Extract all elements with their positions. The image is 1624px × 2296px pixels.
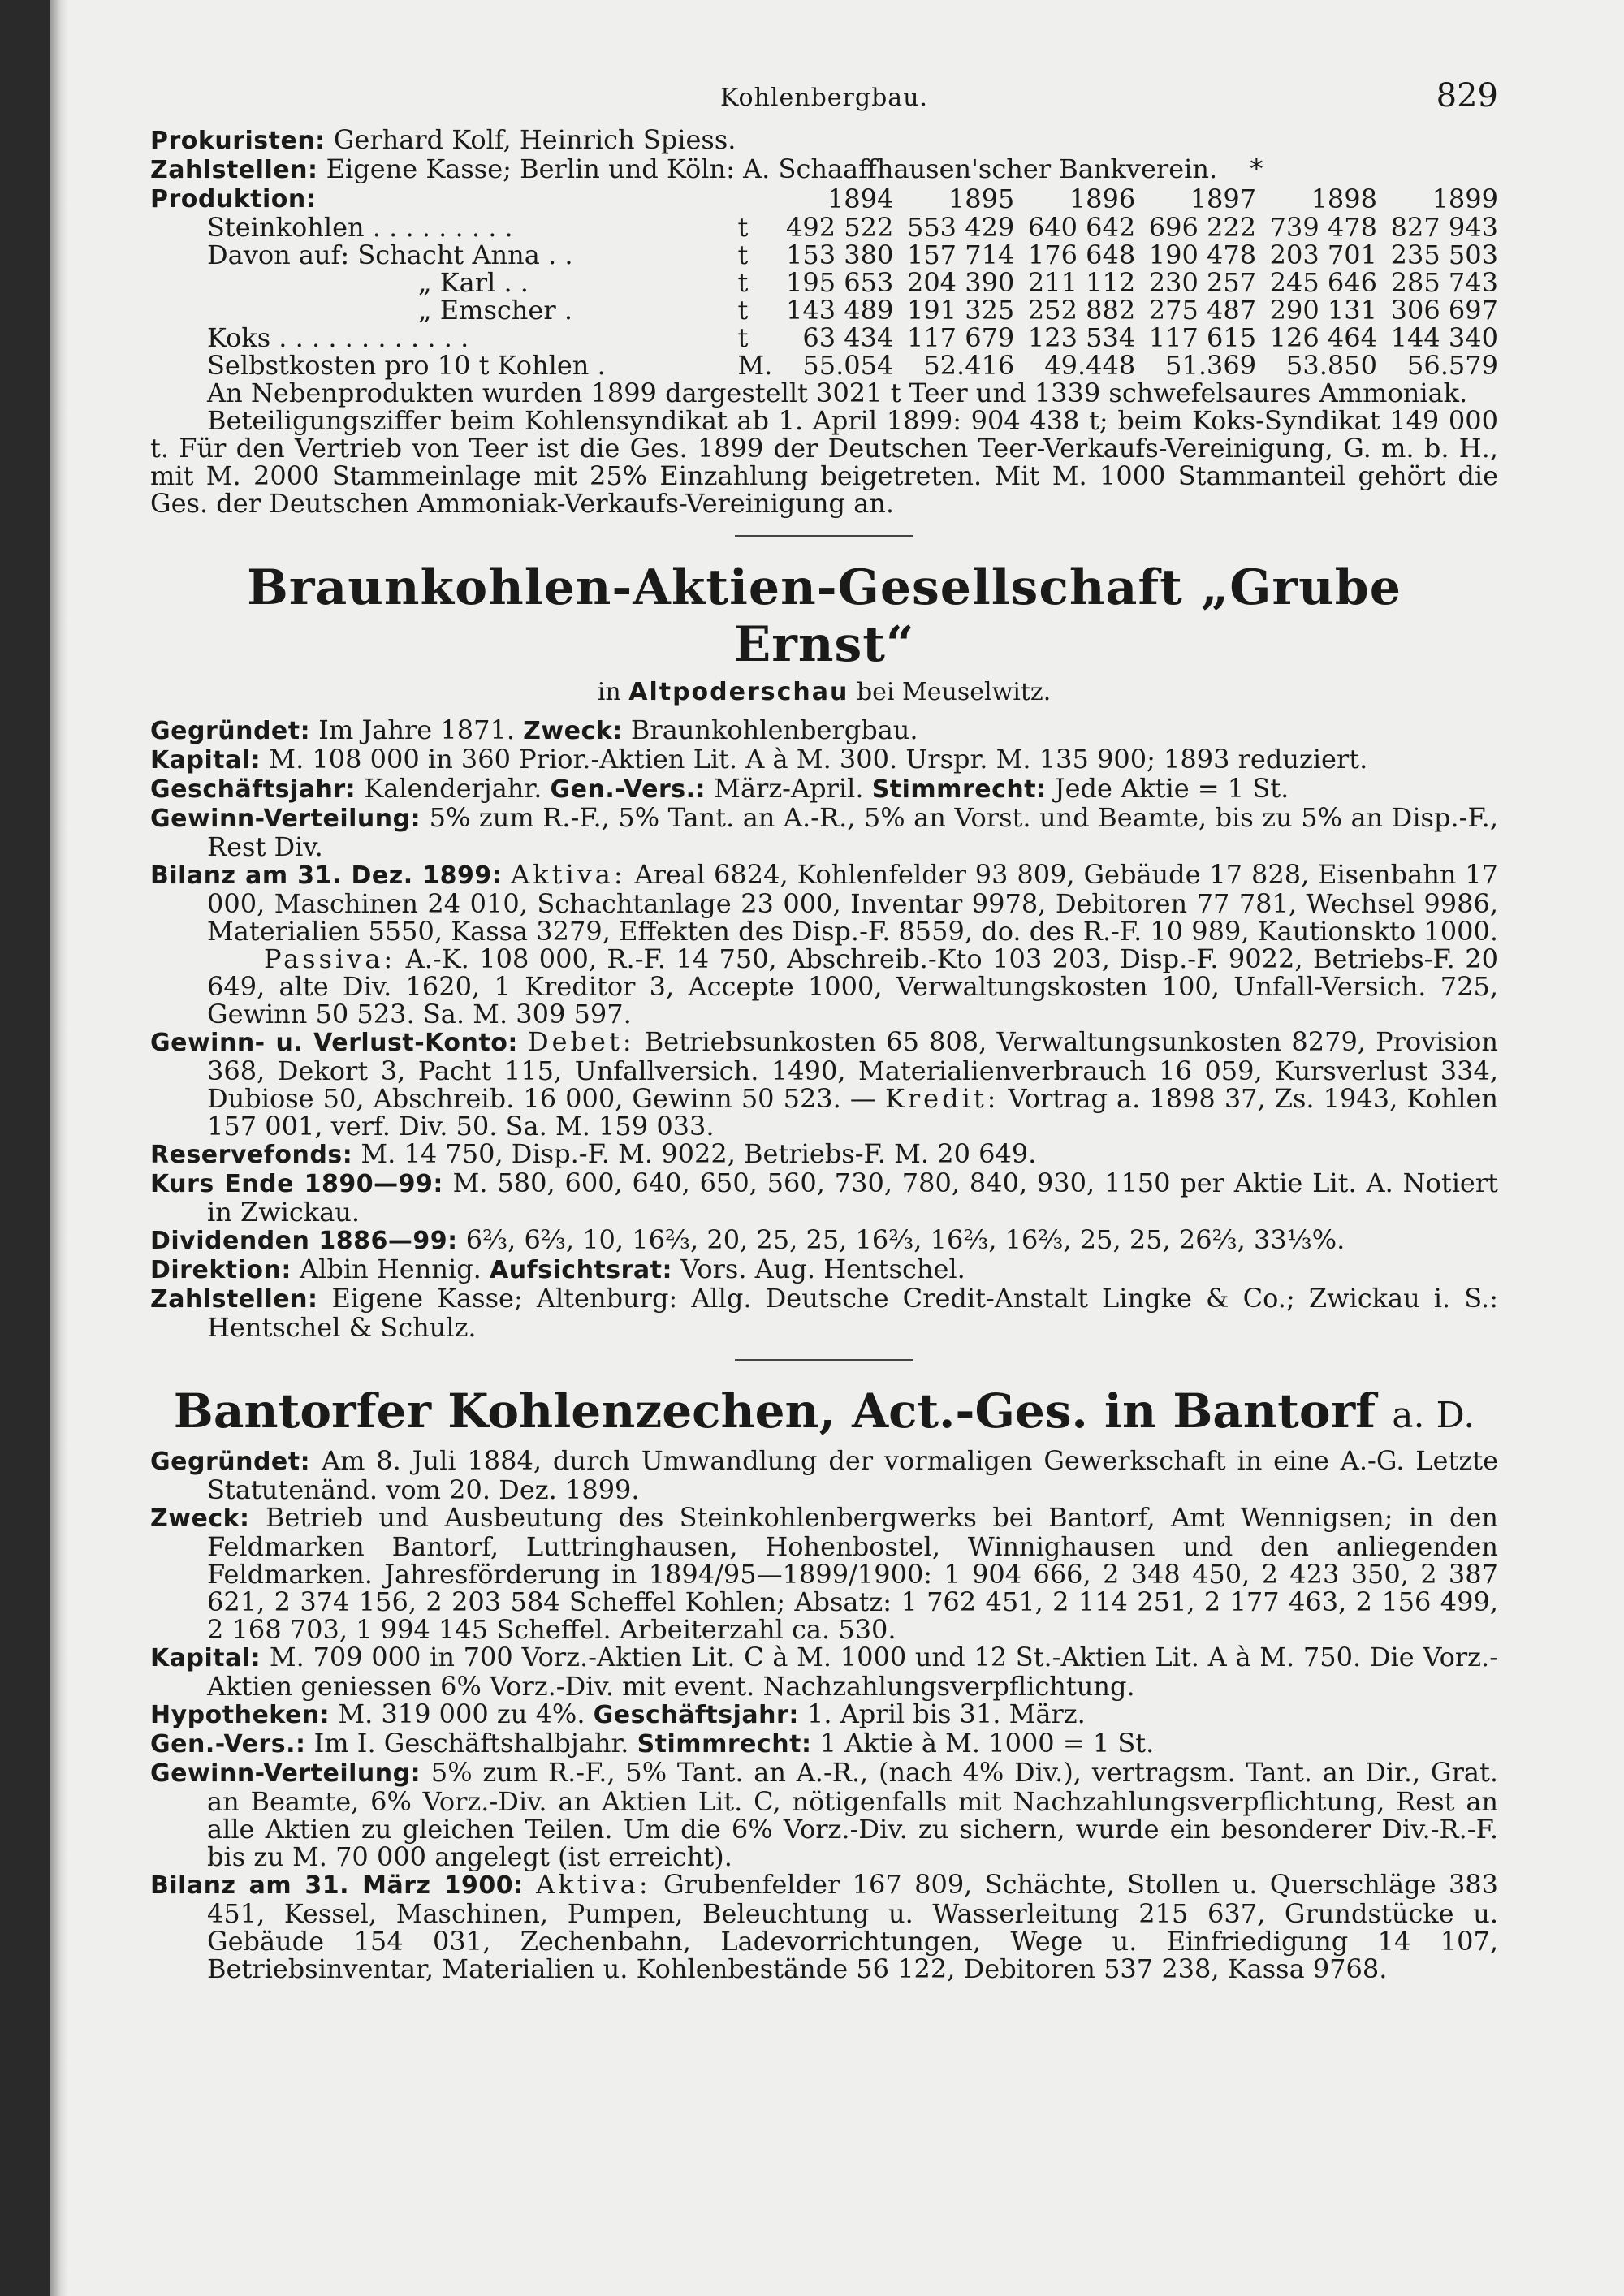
row-unit: t <box>737 267 749 298</box>
table-row <box>150 324 1498 352</box>
year-header: 1894 <box>827 183 894 214</box>
kredit-label: Kredit: <box>884 1083 1000 1114</box>
location-prefix: in <box>597 678 621 706</box>
direktion-entry <box>150 1255 1498 1284</box>
cell: 275 487 <box>1148 295 1257 326</box>
genvers-text: März-April. <box>714 773 864 804</box>
cell: 190 478 <box>1148 240 1257 270</box>
section-divider <box>735 535 914 537</box>
guv-entry <box>150 1028 1498 1140</box>
table-row <box>150 296 1498 324</box>
geschaeftsjahr-label: Geschäftsjahr: <box>593 1701 799 1729</box>
cell: 553 429 <box>906 212 1015 243</box>
row-unit: t <box>737 322 749 353</box>
stimmrecht-label: Stimmrecht: <box>637 1730 812 1759</box>
passiva-label: Passiva: <box>264 943 396 974</box>
gewinnverteilung-entry <box>150 804 1498 861</box>
cell: 195 653 <box>786 267 894 298</box>
genvers-entry <box>150 1729 1498 1759</box>
cell: 55.054 <box>802 350 894 381</box>
bilanz-label: Bilanz am 31. Dez. 1899: <box>150 861 503 890</box>
row-label: Steinkohlen . . . . . . . . . <box>207 212 513 243</box>
location-name: Altpoderschau <box>628 678 849 706</box>
kurs-text: M. 580, 600, 640, 650, 560, 730, 780, 840, 930, 1150 per Aktie Lit. A. Notiert in Zwickau. <box>207 1167 1499 1228</box>
year-header: 1899 <box>1432 183 1498 214</box>
aktiva-label: Aktiva: <box>536 1869 651 1900</box>
geschaeftsjahr-text: Kalenderjahr. <box>364 773 542 804</box>
direktion-label: Direktion: <box>150 1256 292 1284</box>
prokuristen-text: Gerhard Kolf, Heinrich Spiess. <box>333 124 736 155</box>
zahlstellen-entry <box>150 1284 1498 1341</box>
debet-label: Debet: <box>527 1026 635 1057</box>
row-label: „ Karl . . <box>418 267 529 298</box>
row-label: „ Emscher . <box>418 295 572 326</box>
zahlstellen-text: Eigene Kasse; Berlin und Köln: A. Schaaffhausen'scher Bankverein. <box>326 153 1218 184</box>
genvers-label: Gen.-Vers.: <box>550 775 706 804</box>
cell: 492 522 <box>786 212 894 243</box>
cell: 739 478 <box>1269 212 1377 243</box>
aktiva-text: Grubenfelder 167 809, Schächte, Stollen u. Querschläge 383 451, Kessel, Maschinen, Pumpen, Beleuchtung u. Wasserleitung 215 637, Grundstücke u. Gebäude 154 031, Zechenbahn, Ladevorrichtungen, Wege u. Einfriedigung 14 107, Betriebsinventar, Materialien u. Kohlenbestände 56 122, Debitoren 537 238, Kassa 9768. <box>207 1869 1499 1984</box>
dividenden-label: Dividenden 1886—99: <box>150 1227 458 1255</box>
zahlstellen-label: Zahlstellen: <box>150 156 318 184</box>
cell: 640 642 <box>1027 212 1136 243</box>
hypotheken-text: M. 319 000 zu 4%. <box>338 1698 585 1729</box>
genvers-label: Gen.-Vers.: <box>150 1730 306 1759</box>
geschaeftsjahr-entry <box>150 775 1498 804</box>
cell: 696 222 <box>1148 212 1257 243</box>
cell: 285 743 <box>1390 267 1498 298</box>
section-divider <box>735 1359 914 1361</box>
genvers-text: Im I. Geschäftshalbjahr. <box>313 1728 629 1759</box>
direktion-text: Albin Hennig. <box>300 1254 482 1284</box>
reservefonds-entry <box>150 1140 1498 1169</box>
footnote-mark: * <box>1250 153 1263 184</box>
cell: 827 943 <box>1390 212 1498 243</box>
zweck-label: Zweck: <box>523 717 623 745</box>
stimmrecht-label: Stimmrecht: <box>871 775 1047 804</box>
gegruendet-entry <box>150 716 1498 745</box>
running-title: Kohlenbergbau. <box>719 84 929 112</box>
zahlstellen-entry <box>150 155 1498 184</box>
cell: 230 257 <box>1148 267 1257 298</box>
cell: 63 434 <box>802 322 894 353</box>
stimmrecht-text: Jede Aktie = 1 St. <box>1054 773 1289 804</box>
cell: 117 679 <box>906 322 1015 353</box>
cell: 144 340 <box>1390 322 1498 353</box>
stimmrecht-text: 1 Aktie à M. 1000 = 1 St. <box>819 1728 1155 1759</box>
bilanz-entry <box>150 1871 1498 1983</box>
table-row <box>150 214 1498 241</box>
year-header: 1898 <box>1311 183 1377 214</box>
produktion-label: Produktion: <box>150 185 317 214</box>
passiva-entry <box>150 945 1498 1028</box>
cell: 211 112 <box>1027 267 1136 298</box>
page-number: 829 <box>1436 77 1498 114</box>
row-unit: t <box>737 212 749 243</box>
gegruendet-label: Gegründet: <box>150 1448 311 1476</box>
company-title: Braunkohlen-Aktien-Gesellschaft „Grube Ernst“ <box>247 559 1402 673</box>
table-row <box>150 352 1498 379</box>
cell: 157 714 <box>906 240 1015 270</box>
cell: 153 380 <box>786 240 894 270</box>
kapital-label: Kapital: <box>150 1644 261 1672</box>
cell: 53.850 <box>1286 350 1377 381</box>
zweck-label: Zweck: <box>150 1504 250 1533</box>
hypotheken-label: Hypotheken: <box>150 1701 330 1729</box>
year-header: 1897 <box>1190 183 1257 214</box>
kurs-label: Kurs Ende 1890—99: <box>150 1170 443 1198</box>
kapital-entry <box>150 1643 1498 1700</box>
aufsichtsrat-text: Vors. Aug. Hentschel. <box>680 1254 965 1284</box>
year-header: 1895 <box>948 183 1015 214</box>
geschaeftsjahr-text: 1. April bis 31. März. <box>806 1698 1086 1729</box>
table-row <box>150 269 1498 296</box>
zweck-text: Betrieb und Ausbeutung des Steinkohlenbergwerks bei Bantorf, Amt Wennigsen; in den Feldmarken Bantorf, Luttringhausen, Hohenbostel, Winnighausen und den anliegenden Feldmarken. Jahresförderung in 1894/95—1899/1900: 1 904 666, 2 348 450, 2 423 350, 2 387 621, 2 374 156, 2 203 584 Scheffel Kohlen; Absatz: 1 762 451, 2 114 251, 2 177 463, 2 156 499, 2 168 703, 1 994 145 Scheffel. Arbeiterzahl ca. 530. <box>207 1502 1499 1645</box>
row-unit: t <box>737 240 749 270</box>
reservefonds-text: M. 14 750, Disp.-F. M. 9022, Betriebs-F. M. 20 649. <box>361 1138 1037 1169</box>
page-gutter-shadow <box>50 0 68 2296</box>
row-label: Selbstkosten pro 10 t Kohlen . <box>207 350 606 381</box>
row-unit: M. <box>737 350 773 381</box>
cell: 176 648 <box>1027 240 1136 270</box>
document-page <box>150 77 1498 1983</box>
nebenprodukte-paragraph: An Nebenprodukten wurden 1899 dargestellt 3021 t Teer und 1339 schwefelsaures Ammoniak. <box>207 378 1468 408</box>
cell: 203 701 <box>1269 240 1377 270</box>
hypotheken-entry <box>150 1700 1498 1729</box>
gegruendet-label: Gegründet: <box>150 717 311 745</box>
row-label: Koks . . . . . . . . . . . . <box>207 322 469 353</box>
gegruendet-text: Im Jahre 1871. <box>318 714 515 745</box>
cell: 52.416 <box>923 350 1015 381</box>
reservefonds-label: Reservefonds: <box>150 1141 353 1169</box>
gewinnverteilung-text: 5% zum R.-F., 5% Tant. an A.-R., (nach 4% Div.), vertragsm. Tant. an Dir., Grat. an Beamte, 6% Vorz.-Div. an Aktien Lit. C, nötigenfalls mit Nachzahlungsverpflichtung, Rest an alle Aktien zu gleichen Teilen. Um die 6% Vorz.-Div. zu sichern, wurde ein besonderer Div.-R.-F. bis zu M. 70 000 angelegt (ist erreicht). <box>207 1757 1499 1872</box>
cell: 235 503 <box>1390 240 1498 270</box>
kredit-text: Vortrag a. 1898 37, Zs. 1943, Kohlen 157 001, verf. Div. 50. Sa. M. 159 033. <box>207 1083 1499 1142</box>
company-title <box>150 1383 1498 1439</box>
zahlstellen-label: Zahlstellen: <box>150 1285 318 1314</box>
aufsichtsrat-label: Aufsichtsrat: <box>490 1256 672 1284</box>
book-binding <box>0 0 50 2296</box>
row-label: Davon auf: Schacht Anna . . <box>207 240 573 270</box>
gewinnverteilung-entry <box>150 1759 1498 1871</box>
gegruendet-entry <box>150 1447 1498 1504</box>
table-row <box>150 241 1498 269</box>
production-table <box>150 184 1498 379</box>
gewinnverteilung-label: Gewinn-Verteilung: <box>150 805 421 833</box>
location-suffix: bei Meuselwitz. <box>856 678 1052 706</box>
cell: 290 131 <box>1269 295 1377 326</box>
bilanz-entry <box>150 861 1498 945</box>
company-title-suffix: a. D. <box>1392 1395 1475 1436</box>
prokuristen-entry <box>150 126 1498 155</box>
kapital-entry <box>150 745 1498 775</box>
beteiligung-paragraph: Beteiligungsziffer beim Kohlensyndikat ab 1. April 1899: 904 438 t; beim Koks-Syndikat 149 000 t. Für den Vertrieb von Teer ist die Ges. 1899 der Deutschen Teer-Verkaufs-Vereinigung, G. m. b. H., mit M. 2000 Stammeinlage mit 25% Einzahlung beigetreten. Mit M. 1000 Stammanteil gehört die Ges. der Deutschen Ammoniak-Verkaufs-Vereinigung an. <box>150 405 1498 519</box>
cell: 117 615 <box>1148 322 1257 353</box>
geschaeftsjahr-label: Geschäftsjahr: <box>150 775 356 804</box>
gewinnverteilung-text: 5% zum R.-F., 5% Tant. an A.-R., 5% an Vorst. und Beamte, bis zu 5% an Disp.-F., Rest Div. <box>207 802 1498 862</box>
debet-text: Betriebsunkosten 65 808, Verwaltungsunkosten 8279, Provision 368, Dekort 3, Pacht 115, Unfallversich. 1490, Materialienverbrauch 16 059, Kursverlust 334, Dubiose 50, Abschreib. 16 000, Gewinn 50 523. — <box>207 1026 1499 1114</box>
cell: 126 464 <box>1269 322 1377 353</box>
cell: 49.448 <box>1044 350 1136 381</box>
cell: 123 534 <box>1027 322 1136 353</box>
dividenden-text: 6⅔, 6⅔, 10, 16⅔, 20, 25, 25, 16⅔, 16⅔, 16⅔, 25, 25, 26⅔, 33⅓%. <box>465 1224 1345 1255</box>
gewinnverteilung-label: Gewinn-Verteilung: <box>150 1759 421 1788</box>
company-title-main: Bantorfer Kohlenzechen, Act.-Ges. in Bantorf <box>173 1383 1376 1439</box>
passiva-text: A.-K. 108 000, R.-F. 14 750, Abschreib.-Kto 103 203, Disp.-F. 9022, Betriebs-F. 20 649, alte Div. 1620, 1 Kreditor 3, Accepte 1000, Verwaltungskosten 100, Unfall-Versich. 725, Gewinn 50 523. Sa. M. 309 597. <box>207 943 1499 1029</box>
guv-label: Gewinn- u. Verlust-Konto: <box>150 1029 518 1057</box>
aktiva-text: Areal 6824, Kohlenfelder 93 809, Gebäude 17 828, Eisenbahn 17 000, Maschinen 24 010, Schachtanlage 23 000, Inventar 9978, Debitoren 77 781, Wechsel 9986, Materialien 5550, Kassa 3279, Effekten des Disp.-F. 8559, do. des R.-F. 10 989, Kautionskto 1000. <box>207 859 1499 947</box>
company-location <box>150 678 1498 706</box>
zahlstellen-text: Eigene Kasse; Altenburg: Allg. Deutsche Credit-Anstalt Lingke & Co.; Zwickau i. S.: Hentschel & Schulz. <box>207 1283 1499 1343</box>
cell: 51.369 <box>1165 350 1257 381</box>
cell: 56.579 <box>1407 350 1498 381</box>
kapital-label: Kapital: <box>150 746 261 775</box>
kapital-text: M. 108 000 in 360 Prior.-Aktien Lit. A à M. 300. Urspr. M. 135 900; 1893 reduziert. <box>269 744 1368 775</box>
unit-cell <box>738 184 773 214</box>
kurs-entry <box>150 1169 1498 1226</box>
running-head <box>150 77 1498 126</box>
cell: 191 325 <box>906 295 1015 326</box>
prokuristen-label: Prokuristen: <box>150 127 326 155</box>
cell: 306 697 <box>1390 295 1498 326</box>
gegruendet-text: Am 8. Juli 1884, durch Umwandlung der vormaligen Gewerkschaft in eine A.-G. Letzte Statutenänd. vom 20. Dez. 1899. <box>207 1445 1499 1505</box>
production-label-cell <box>150 184 738 214</box>
zweck-entry <box>150 1504 1498 1643</box>
aktiva-label: Aktiva: <box>511 859 626 890</box>
row-unit: t <box>737 295 749 326</box>
dividenden-entry <box>150 1226 1498 1255</box>
cell: 143 489 <box>786 295 894 326</box>
production-year-row <box>150 184 1498 214</box>
cell: 252 882 <box>1027 295 1136 326</box>
cell: 245 646 <box>1269 267 1377 298</box>
kapital-text: M. 709 000 in 700 Vorz.-Aktien Lit. C à M. 1000 und 12 St.-Aktien Lit. A à M. 750. Die Vorz.-Aktien geniessen 6% Vorz.-Div. mit event. Nachzahlungsverpflichtung. <box>207 1642 1499 1702</box>
year-header: 1896 <box>1069 183 1136 214</box>
zweck-text: Braunkohlenbergbau. <box>630 714 918 745</box>
bilanz-label: Bilanz am 31. März 1900: <box>150 1871 524 1900</box>
cell: 204 390 <box>906 267 1015 298</box>
